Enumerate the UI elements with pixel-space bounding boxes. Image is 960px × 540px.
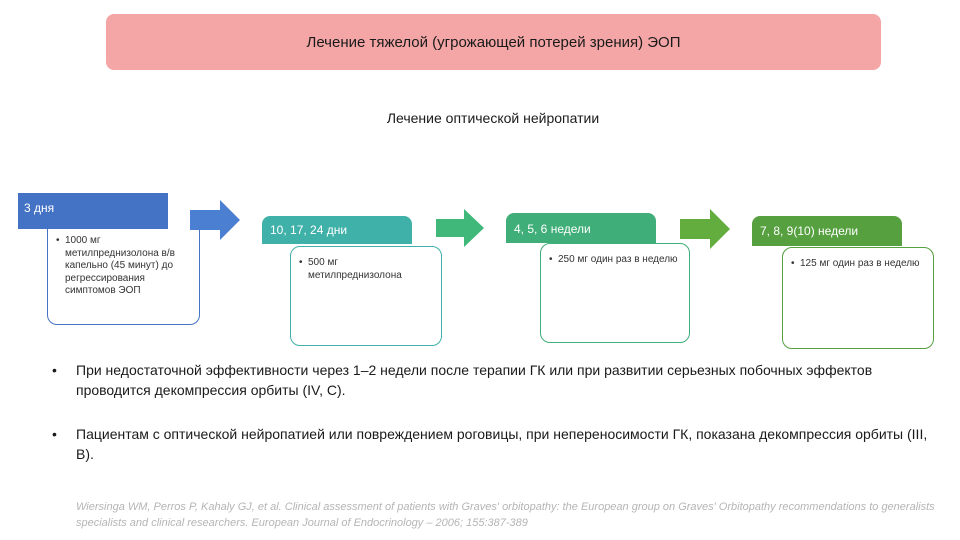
stage-1-text: 1000 мг метилпреднизолона в/в капельно (45 минут) до регрессирования симптомов ЭОП [65, 235, 175, 296]
page-title: Лечение тяжелой (угрожающей потерей зрения) ЭОП [306, 33, 681, 51]
stage-4-text: 125 мг один раз в неделю [800, 258, 920, 269]
stage-1-header: 3 дня [18, 193, 168, 229]
stage-3-box: • 250 мг один раз в неделю [540, 243, 690, 343]
stage-4-header: 7, 8, 9(10) недели [752, 216, 902, 246]
note-2-text: Пациентам с оптической нейропатией или повреждением роговицы, при непереносимости ГК, показана декомпрессия орбиты (III, B). [76, 426, 928, 463]
title-banner [106, 14, 881, 70]
arrow-right-icon [680, 209, 732, 249]
stage-2-text: 500 мг метилпреднизолона [308, 257, 402, 281]
stage-2-box: • 500 мг метилпреднизолона [290, 246, 442, 346]
stage-2-header: 10, 17, 24 дни [262, 216, 412, 244]
citation: Wiersinga WM, Perros P, Kahaly GJ, et al. Clinical assessment of patients with Graves' orbitopathy: the European group on Graves' Orbitopathy recommendations to generalists specialists and clinical researchers. European Journal of Endocrinology – 2006; 155:387-389 [76, 501, 935, 529]
arrow-right-icon [190, 200, 242, 240]
stage-4-box: • 125 мг один раз в неделю [782, 247, 934, 349]
diagram-subtitle: Лечение оптической нейропатии [386, 110, 600, 126]
stage-3-text: 250 мг один раз в неделю [558, 254, 678, 265]
note-1-text: При недостаточной эффективности через 1–2 недели после терапии ГК или при развитии серьезных побочных эффектов проводится декомпрессия орбиты (IV, C). [76, 362, 873, 399]
note-2: • Пациентам с оптической нейропатией или повреждением роговицы, при непереносимости ГК, показана декомпрессия орбиты (III, B). [52, 424, 932, 465]
stage-1-box: • 1000 мг метилпреднизолона в/в капельно (45 минут) до регрессирования симптомов ЭОП [47, 229, 200, 325]
note-1: • При недостаточной эффективности через 1–2 недели после терапии ГК или при развитии серьезных побочных эффектов проводится декомпрессия орбиты (IV, C). [52, 360, 932, 401]
stage-3-header: 4, 5, 6 недели [506, 213, 656, 243]
arrow-right-icon [436, 209, 486, 247]
